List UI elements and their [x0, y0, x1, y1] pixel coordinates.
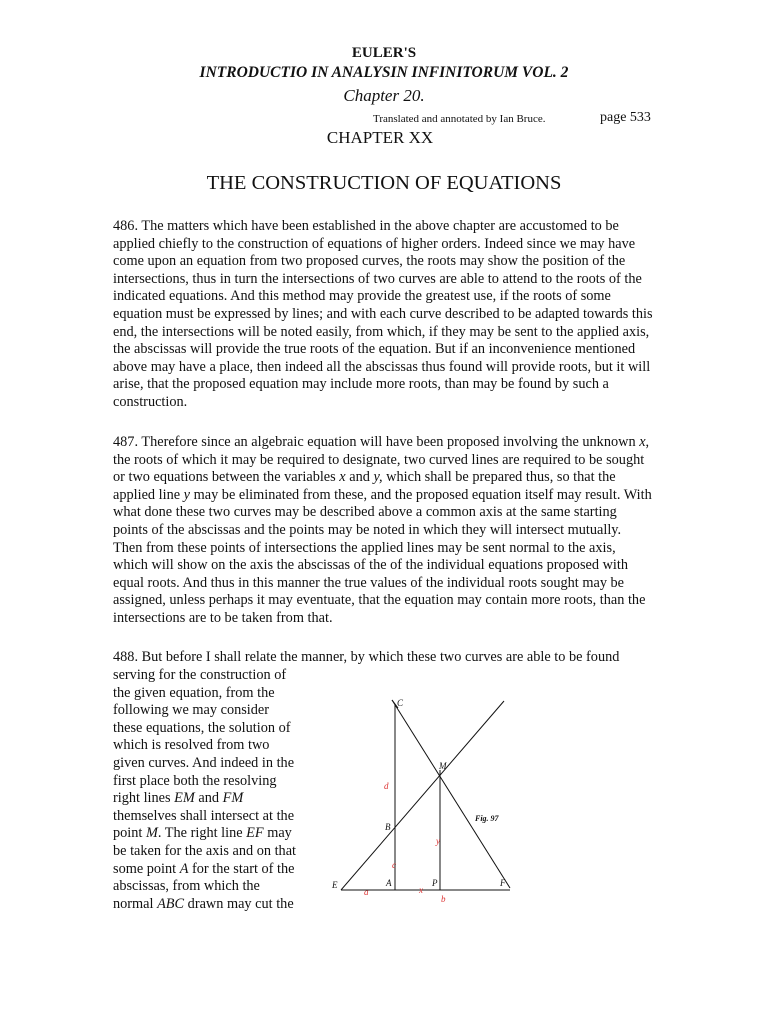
line-cf: [392, 700, 510, 888]
p488-text: right lines: [113, 790, 175, 807]
header-author: EULER'S: [351, 45, 417, 61]
p488-line: abscissas, from which the: [113, 878, 260, 895]
p488-line: be taken for the axis and on that: [113, 842, 297, 859]
p488-line: the given equation, from the: [113, 684, 275, 701]
label-p: P: [432, 878, 438, 888]
label-a: A: [386, 878, 392, 888]
label-y: y: [436, 836, 440, 846]
p488-text: and: [194, 790, 223, 807]
p487-and: and: [345, 469, 374, 486]
label-x: x: [419, 885, 423, 895]
label-m: M: [439, 761, 447, 771]
header-book-title: INTRODUCTIO IN ANALYSIN INFINITORUM VOL. 2: [199, 64, 569, 81]
p487-text-b: , the roots of which it may be required to designate, two curved lines are required to be sought or two equations between the variables: [113, 434, 650, 486]
p488-line: [113, 790, 313, 808]
header-translator-credit: Translated and annotated by Ian Bruce.: [373, 113, 546, 125]
p487-var-y2: y: [183, 486, 191, 503]
label-f: F: [500, 878, 506, 888]
label-b: B: [385, 822, 391, 832]
label-c: C: [397, 698, 404, 708]
paragraph-486: 486. The matters which have been established in the above chapter are accustomed to be applied chiefly to the construction of equations of higher orders. Indeed since we may have come upon an equation from two proposed curves, the roots may show the position of the intersections, thus in turn the intersections of two curves are able to attend to the roots of the indicated equations. And this method may provide the greatest use, if the roots of some equation must be expressed by lines; and with each curve described to be adapted towards this end, the intersections will be noted easily, from which, if they may be sent to the applied axis, the abscissas will provide the true roots of the equation. But if an inconvenience mentioned above may have a place, then indeed all the abscissas thus found will provide roots, but it will arise, that the proposed equation may include more roots, than may be found by such a construction.: [113, 218, 653, 410]
line-em: [341, 701, 504, 890]
p488-var-ef: EF: [246, 825, 264, 842]
p488-var-abc: ABC: [157, 895, 185, 912]
label-c-red: c: [392, 860, 396, 870]
p488-line: given curves. And indeed in the: [113, 754, 295, 771]
p488-line: these equations, the solution of: [113, 719, 291, 736]
page-number: page 533: [600, 110, 651, 125]
paragraph-488-first-line: 488. But before I shall relate the manner, by which these two curves are able to be found: [113, 649, 620, 665]
p488-text: . The right line: [157, 825, 247, 842]
p488-line: following we may consider: [113, 702, 270, 719]
paragraph-487: [113, 434, 653, 628]
chapter-roman-heading: CHAPTER XX: [326, 128, 434, 147]
p488-line: serving for the construction of: [113, 667, 287, 683]
label-b-red: b: [441, 894, 446, 904]
figure-97: [320, 690, 540, 910]
p488-var-a: A: [179, 860, 189, 877]
p487-var-y: y,: [373, 469, 383, 486]
figure-caption: Fig. 97: [475, 814, 499, 823]
paragraph-488-column: [113, 667, 313, 913]
p487-var-x: x: [639, 434, 646, 450]
p487-text-c: which shall be prepared thus, so that the applied line: [113, 469, 616, 503]
label-d: d: [384, 781, 389, 791]
p487-text-a: 487. Therefore since an algebraic equation will have been proposed involving the unknown: [113, 434, 640, 450]
p487-var-x2: x: [339, 469, 346, 486]
p488-var-fm: FM: [222, 790, 244, 807]
p487-text-d: may be eliminated from these, and the proposed equation itself may result. With what done these two curves may be described above a common axis at the same starting points of the abscissas and the points may be noted in which they will intersect mutually. Then from these points of intersections the applied lines may be sent normal to the axis, which will show on the axis the abscissas of the of the individual equations proposed with equal roots. And thus in this manner the true values of the individual roots sought may be assigned, unless perhaps it may eventuate, that the equation may contain more roots, than the intersections are to be taken from that.: [113, 486, 652, 626]
p488-line: [113, 896, 313, 914]
p488-text: for the start of the: [188, 860, 295, 877]
page-title: THE CONSTRUCTION OF EQUATIONS: [206, 172, 562, 194]
p488-line: [113, 861, 313, 879]
p488-text: some point: [113, 860, 180, 877]
p488-var-em: EM: [174, 790, 195, 807]
p488-text: normal: [113, 895, 158, 912]
p488-line: first place both the resolving: [113, 772, 277, 789]
p488-text: drawn may cut the: [184, 895, 294, 912]
label-e: E: [332, 880, 338, 890]
label-a-red: a: [364, 887, 369, 897]
header-chapter: Chapter 20.: [343, 86, 425, 105]
p488-line: which is resolved from two: [113, 737, 270, 754]
p488-text: may: [263, 825, 292, 842]
p488-line: [113, 825, 313, 843]
p488-line: themselves shall intersect at the: [113, 807, 295, 824]
p488-var-m: M: [145, 825, 158, 842]
p488-text: point: [113, 825, 146, 842]
